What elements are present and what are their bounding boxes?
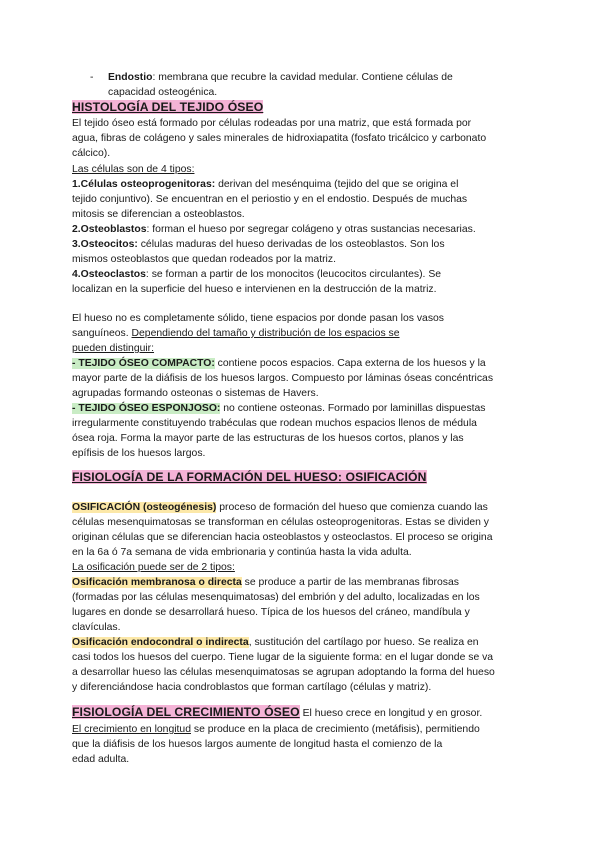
- paragraph-line: originan células que se diferencian hacia osteoblastos y osteoclastos. El proceso se origina: [72, 532, 493, 543]
- tissue-term: - TEJIDO ÓSEO COMPACTO:: [72, 358, 215, 369]
- paragraph-line: [72, 326, 400, 342]
- endostio-text: : membrana que recubre la cavidad medular. Contiene células de: [152, 72, 453, 83]
- tissue-esponjoso: [72, 401, 486, 417]
- cell-type-3: [72, 237, 445, 253]
- paragraph-line: ósea roja. Forma la mayor parte de las estructuras de los huesos cortos, planos y las: [72, 433, 464, 444]
- paragraph-line: (formadas por las células mesenquimatosas) del embrión y del adulto, localizadas en los: [72, 592, 480, 603]
- underlined-text: Dependiendo del tamaño y distribución de los espacios se: [131, 328, 400, 339]
- cell-desc: : se forman a partir de los monocitos (leucocitos circulantes). Se: [145, 269, 442, 280]
- paragraph-line: El hueso no es completamente sólido, tiene espacios por donde pasan los vasos: [72, 313, 444, 324]
- paragraph-line: que la diáfisis de los huesos largos aumente de longitud hasta el comienzo de la: [72, 739, 443, 750]
- underlined-text: pueden distinguir:: [72, 343, 155, 354]
- tissue-term: - TEJIDO ÓSEO ESPONJOSO:: [72, 403, 221, 414]
- paragraph-line: mayor parte de la diáfisis de los huesos largos. Compuesto por láminas óseas concéntricas: [72, 373, 494, 384]
- paragraph-line: localizan en la superficie del hueso e intervienen en la destrucción de la matriz.: [72, 284, 437, 295]
- paragraph-line: mitosis se diferencian a osteoblastos.: [72, 209, 245, 220]
- section-heading-histologia: [72, 100, 263, 116]
- cell-term: 3.Osteocitos:: [72, 239, 138, 250]
- paragraph-line: epífisis de los huesos largos.: [72, 448, 206, 459]
- paragraph-line: casi todos los huesos del cuerpo. Tiene lugar de la siguiente forma: en el lugar donde se va: [72, 652, 494, 663]
- term-highlight: Osificación membranosa o directa: [72, 577, 242, 588]
- term-highlight: OSIFICACIÓN (osteogénesis): [72, 502, 217, 513]
- section-heading-crecimiento: [72, 705, 482, 722]
- tissue-compacto: [72, 356, 486, 372]
- cell-term: 1.Células osteoprogenitoras:: [72, 179, 216, 190]
- paragraph-line: edad adulta.: [72, 754, 130, 765]
- types-intro: [72, 560, 235, 576]
- section-heading-formacion: [72, 470, 427, 486]
- paragraph-line: clavículas.: [72, 622, 121, 633]
- heading-text: FISIOLOGÍA DE LA FORMACIÓN DEL HUESO: OSIFICACIÓN: [72, 470, 427, 484]
- paragraph-line: lugares en donde se desarrollará hueso. Típica de los huesos del cráneo, mandíbula y: [72, 607, 470, 618]
- paragraph-line: agrupadas formando osteonas o sistemas de Havers.: [72, 388, 319, 399]
- osificacion-membranosa: [72, 575, 459, 591]
- cell-type-2: [72, 222, 476, 238]
- def-text: se produce en la placa de crecimiento (metáfisis), permitiendo: [190, 724, 480, 735]
- cell-desc: células maduras del hueso derivadas de los osteoblastos. Son los: [137, 239, 445, 250]
- heading-tail: El hueso crece en longitud y en grosor.: [299, 708, 483, 719]
- paragraph-line: El tejido óseo está formado por células rodeadas por una matriz, que está formada por: [72, 118, 472, 129]
- cells-intro: [72, 162, 194, 178]
- cell-type-1: [72, 177, 458, 193]
- paragraph-line: irregularmente constituyendo trabéculas que rodean muchos espacios llenos de médula: [72, 418, 477, 429]
- paragraph-line: células mesenquimatosas se transforman en células osteoprogenitoras. Estas se dividen y: [72, 517, 490, 528]
- tissue-desc: no contiene osteonas. Formado por laminillas dispuestas: [220, 403, 486, 414]
- list-dash: -: [90, 72, 94, 83]
- osificacion-endocondral: [72, 635, 479, 651]
- paragraph-line: en la 6a ó 7a semana de vida embrionaria y continúa hasta la vida adulta.: [72, 547, 412, 558]
- def-text: proceso de formación del hueso que comienza cuando las: [216, 502, 488, 513]
- osificacion-def: [72, 500, 488, 516]
- cell-desc: derivan del mesénquima (tejido del que se origina el: [215, 179, 459, 190]
- plain-text: sanguíneos.: [72, 328, 132, 339]
- paragraph-line: y diferenciándose hacia condroblastos que forman cartílago (células y matriz).: [72, 682, 432, 693]
- paragraph-line: mismos osteoblastos que quedan rodeados por la matriz.: [72, 254, 336, 265]
- heading-text: HISTOLOGÍA DEL TEJIDO ÓSEO: [72, 100, 264, 114]
- paragraph-line: cálcico).: [72, 148, 111, 159]
- endostio-line-2: capacidad osteogénica.: [108, 87, 218, 98]
- cell-desc: : forman el hueso por segregar colágeno y otras sustancias necesarias.: [146, 224, 476, 235]
- paragraph-line: [72, 341, 154, 357]
- tissue-desc: contiene pocos espacios. Capa externa de los huesos y la: [214, 358, 486, 369]
- endostio-term: Endostio: [108, 72, 153, 83]
- heading-text: FISIOLOGÍA DEL CRECIMIENTO ÓSEO: [72, 705, 300, 719]
- cell-term: 2.Osteoblastos: [72, 224, 147, 235]
- endostio-line-1: [108, 70, 453, 86]
- cell-type-4: [72, 267, 441, 283]
- underlined-text: La osificación puede ser de 2 tipos:: [72, 562, 235, 573]
- def-text: , sustitución del cartílago por hueso. Se realiza en: [248, 637, 479, 648]
- underlined-text: El crecimiento en longitud: [72, 724, 191, 735]
- def-text: se produce a partir de las membranas fibrosas: [241, 577, 459, 588]
- term-highlight: Osificación endocondral o indirecta: [72, 637, 249, 648]
- paragraph-line: a desarrollar hueso las células mesenquimatosas se agrupan adoptando la forma del hueso: [72, 667, 495, 678]
- cells-intro-text: Las células son de 4 tipos:: [72, 164, 195, 175]
- cell-term: 4.Osteoclastos: [72, 269, 146, 280]
- crecimiento-longitud: [72, 722, 480, 738]
- paragraph-line: agua, fibras de colágeno y sales minerales de hidroxiapatita (fosfato tricálcico y carbonato: [72, 133, 487, 144]
- paragraph-line: tejido conjuntivo). Se encuentran en el periostio y en el endostio. Después de muchas: [72, 194, 468, 205]
